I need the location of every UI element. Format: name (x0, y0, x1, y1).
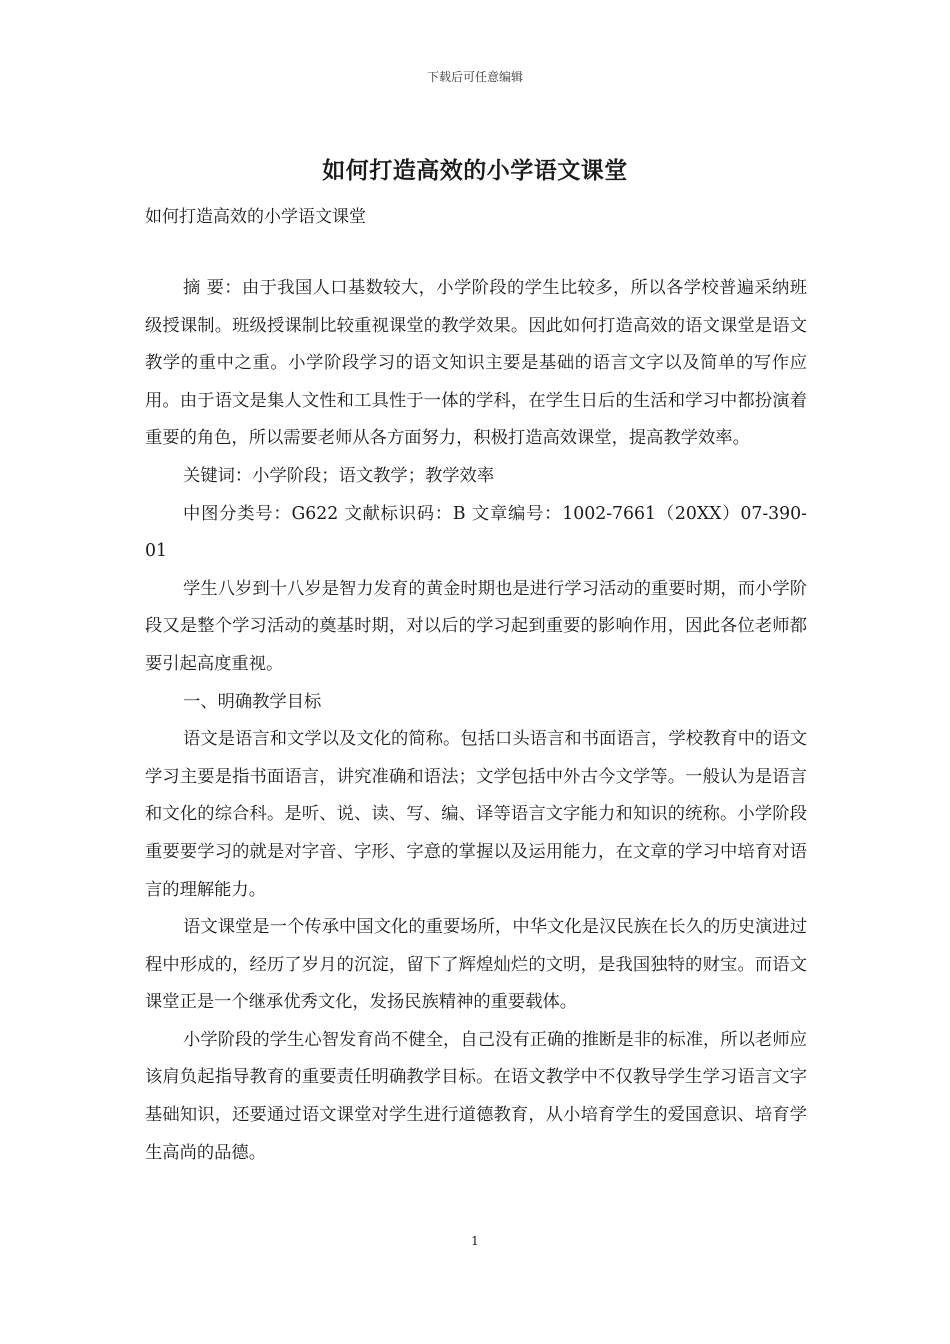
document-subtitle: 如何打造高效的小学语文课堂 (145, 207, 366, 227)
keywords-paragraph: 关键词：小学阶段；语文教学；教学效率 (183, 465, 495, 486)
document-title: 如何打造高效的小学语文课堂 (322, 157, 628, 184)
body-paragraph: 语文是语言和文学以及文化的简称。包括口头语言和书面语言，学校教育中的语文学习主要是指书面语言，讲究准确和语法；文学包括中外古今文学等。一般认为是语言和文化的综合科。是听、说、读、写、编、译等语言文字能力和知识的统称。小学阶段重要要学习的就是对字音、字形、字意的掌握以及运用能力，在文章的学习中培育对语言的理解能力。 (145, 729, 807, 900)
page-number: 1 (471, 1234, 479, 1248)
document-body (145, 270, 807, 1172)
header-note: 下载后可任意编辑 (426, 70, 523, 84)
classification-paragraph: 中图分类号：G622 文献标识码：B 文章编号：1002-7661（20XX）07-390-01 (145, 503, 807, 562)
body-paragraph: 学生八岁到十八岁是智力发育的黄金时期也是进行学习活动的重要时期，而小学阶段又是整个学习活动的奠基时期，对以后的学习起到重要的影响作用，因此各位老师都要引起高度重视。 (145, 578, 807, 674)
body-paragraph: 小学阶段的学生心智发育尚不健全，自己没有正确的推断是非的标准，所以老师应该肩负起指导教育的重要责任明确教学目标。在语文教学中不仅教导学生学习语言文字基础知识，还要通过语文课堂对学生进行道德教育，从小培育学生的爱国意识、培育学生高尚的品德。 (145, 1029, 807, 1163)
body-paragraph: 语文课堂是一个传承中国文化的重要场所，中华文化是汉民族在长久的历史演进过程中形成的，经历了岁月的沉淀，留下了辉煌灿烂的文明，是我国独特的财宝。而语文课堂正是一个继承优秀文化，发扬民族精神的重要载体。 (145, 917, 807, 1013)
section-heading: 一、明确教学目标 (183, 691, 322, 712)
abstract-paragraph: 摘 要：由于我国人口基数较大，小学阶段的学生比较多，所以各学校普遍采纳班级授课制。班级授课制比较重视课堂的教学效果。因此如何打造高效的语文课堂是语文教学的重中之重。小学阶段学习的语文知识主要是基础的语言文字以及简单的写作应用。由于语文是集人文性和工具性于一体的学科，在学生日后的生活和学习中都扮演着重要的角色，所以需要老师从各方面努力，积极打造高效课堂，提高教学效率。 (145, 278, 807, 449)
